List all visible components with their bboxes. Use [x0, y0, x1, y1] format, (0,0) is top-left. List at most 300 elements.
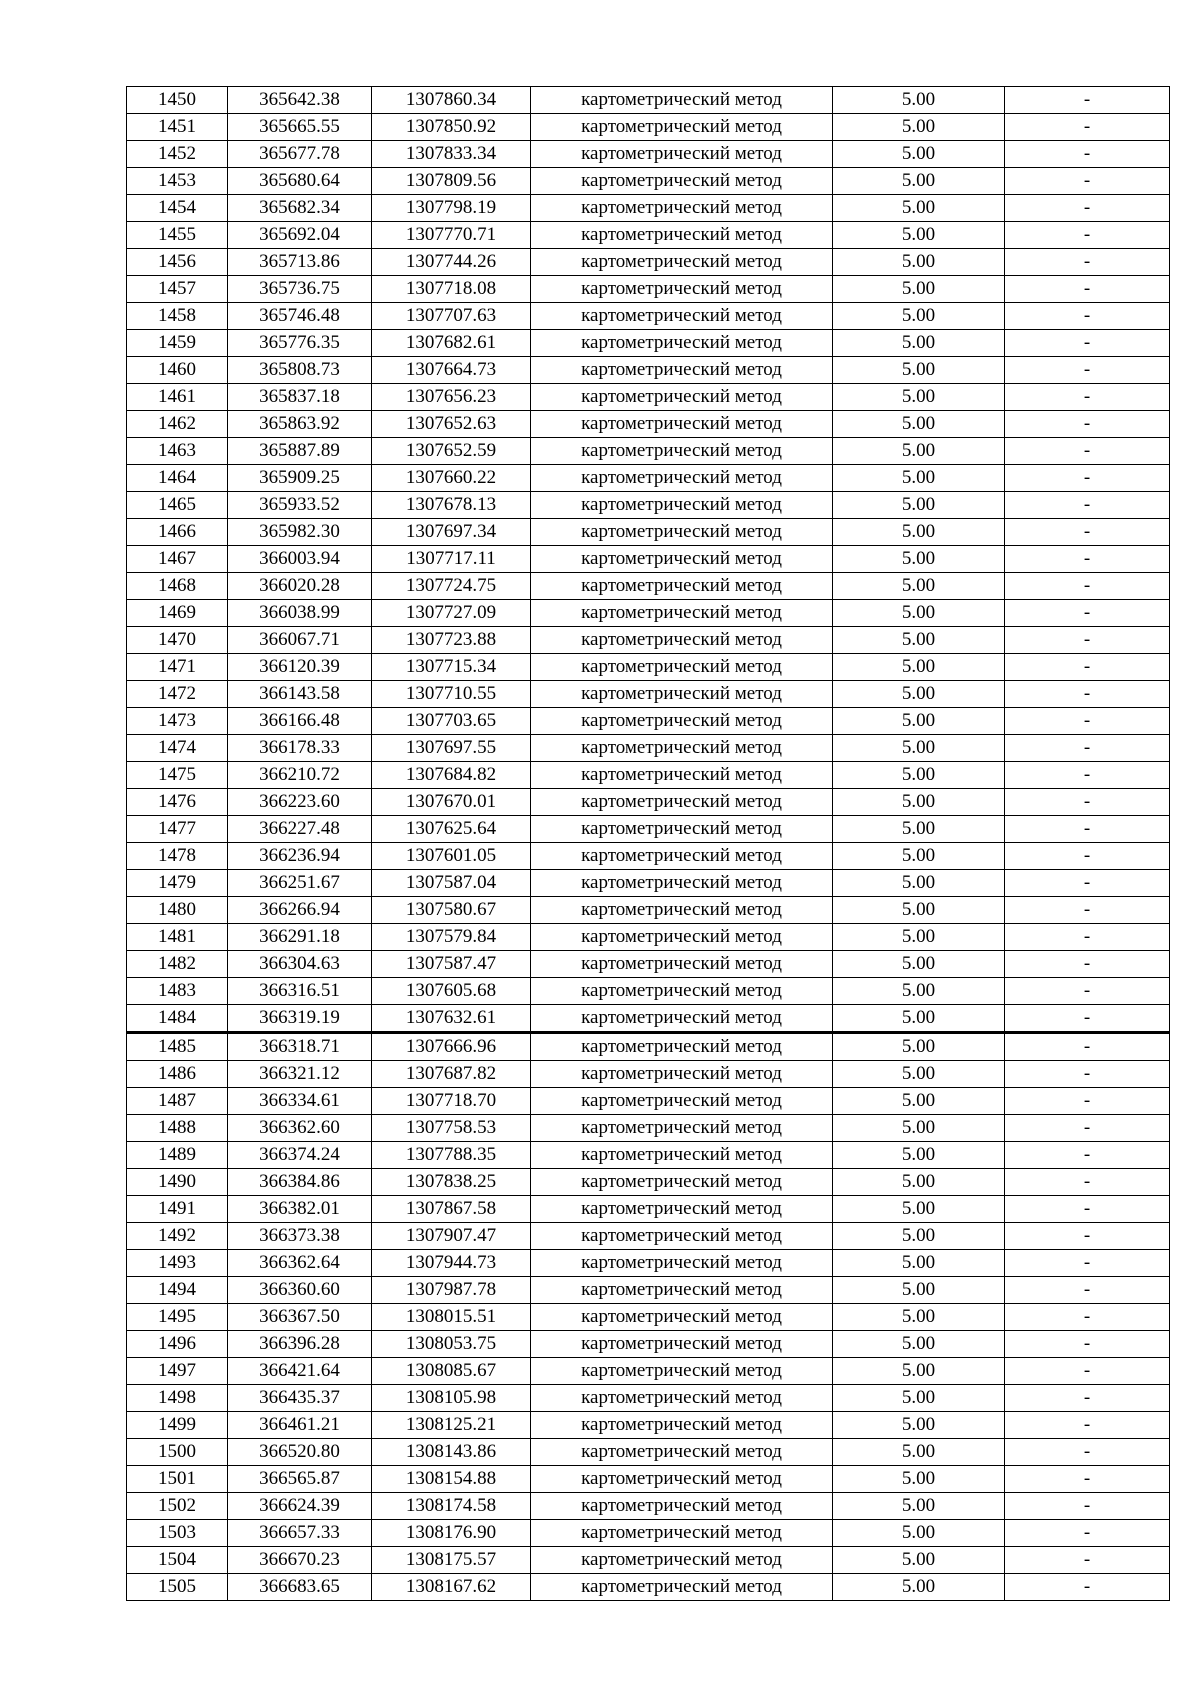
x-coordinate-cell: 366227.48 — [228, 816, 372, 843]
accuracy-cell: 5.00 — [833, 735, 1005, 762]
method-cell: картометрический метод — [531, 438, 833, 465]
method-cell: картометрический метод — [531, 789, 833, 816]
y-coordinate-cell: 1308053.75 — [372, 1331, 531, 1358]
table-row — [127, 1169, 1170, 1196]
y-coordinate-cell: 1308176.90 — [372, 1520, 531, 1547]
x-coordinate-cell: 366321.12 — [228, 1061, 372, 1088]
x-coordinate-cell: 366143.58 — [228, 681, 372, 708]
x-coordinate-cell: 366384.86 — [228, 1169, 372, 1196]
method-cell: картометрический метод — [531, 843, 833, 870]
x-coordinate-cell: 366020.28 — [228, 573, 372, 600]
method-cell: картометрический метод — [531, 465, 833, 492]
x-coordinate-cell: 366360.60 — [228, 1277, 372, 1304]
table-row — [127, 141, 1170, 168]
description-cell: - — [1005, 411, 1170, 438]
y-coordinate-cell: 1307687.82 — [372, 1061, 531, 1088]
method-cell: картометрический метод — [531, 1304, 833, 1331]
table-row — [127, 1196, 1170, 1223]
description-cell: - — [1005, 978, 1170, 1005]
table-row — [127, 762, 1170, 789]
point-number-cell: 1459 — [127, 330, 228, 357]
point-number-cell: 1494 — [127, 1277, 228, 1304]
accuracy-cell: 5.00 — [833, 600, 1005, 627]
method-cell: картометрический метод — [531, 168, 833, 195]
point-number-cell: 1451 — [127, 114, 228, 141]
y-coordinate-cell: 1307660.22 — [372, 465, 531, 492]
accuracy-cell: 5.00 — [833, 1250, 1005, 1277]
point-number-cell: 1474 — [127, 735, 228, 762]
x-coordinate-cell: 366373.38 — [228, 1223, 372, 1250]
point-number-cell: 1476 — [127, 789, 228, 816]
table-row — [127, 276, 1170, 303]
description-cell: - — [1005, 1520, 1170, 1547]
y-coordinate-cell: 1307727.09 — [372, 600, 531, 627]
method-cell: картометрический метод — [531, 87, 833, 114]
point-number-cell: 1470 — [127, 627, 228, 654]
description-cell: - — [1005, 843, 1170, 870]
description-cell: - — [1005, 1196, 1170, 1223]
method-cell: картометрический метод — [531, 1493, 833, 1520]
method-cell: картометрический метод — [531, 708, 833, 735]
description-cell: - — [1005, 951, 1170, 978]
x-coordinate-cell: 366038.99 — [228, 600, 372, 627]
x-coordinate-cell: 365677.78 — [228, 141, 372, 168]
x-coordinate-cell: 366382.01 — [228, 1196, 372, 1223]
description-cell: - — [1005, 1088, 1170, 1115]
x-coordinate-cell: 365692.04 — [228, 222, 372, 249]
y-coordinate-cell: 1307664.73 — [372, 357, 531, 384]
table-row — [127, 1005, 1170, 1033]
table-row — [127, 978, 1170, 1005]
point-number-cell: 1489 — [127, 1142, 228, 1169]
table-row — [127, 546, 1170, 573]
method-cell: картометрический метод — [531, 195, 833, 222]
method-cell: картометрический метод — [531, 681, 833, 708]
x-coordinate-cell: 365808.73 — [228, 357, 372, 384]
table-row — [127, 1304, 1170, 1331]
description-cell: - — [1005, 573, 1170, 600]
y-coordinate-cell: 1307710.55 — [372, 681, 531, 708]
x-coordinate-cell: 366166.48 — [228, 708, 372, 735]
accuracy-cell: 5.00 — [833, 249, 1005, 276]
description-cell: - — [1005, 519, 1170, 546]
point-number-cell: 1466 — [127, 519, 228, 546]
y-coordinate-cell: 1307758.53 — [372, 1115, 531, 1142]
x-coordinate-cell: 366304.63 — [228, 951, 372, 978]
method-cell: картометрический метод — [531, 951, 833, 978]
method-cell: картометрический метод — [531, 1033, 833, 1061]
method-cell: картометрический метод — [531, 1223, 833, 1250]
point-number-cell: 1491 — [127, 1196, 228, 1223]
accuracy-cell: 5.00 — [833, 438, 1005, 465]
description-cell: - — [1005, 87, 1170, 114]
point-number-cell: 1464 — [127, 465, 228, 492]
description-cell: - — [1005, 789, 1170, 816]
point-number-cell: 1473 — [127, 708, 228, 735]
description-cell: - — [1005, 708, 1170, 735]
table-row — [127, 1547, 1170, 1574]
point-number-cell: 1454 — [127, 195, 228, 222]
y-coordinate-cell: 1307670.01 — [372, 789, 531, 816]
y-coordinate-cell: 1307684.82 — [372, 762, 531, 789]
method-cell: картометрический метод — [531, 1385, 833, 1412]
point-number-cell: 1479 — [127, 870, 228, 897]
coordinates-table — [126, 86, 1170, 1601]
y-coordinate-cell: 1307987.78 — [372, 1277, 531, 1304]
description-cell: - — [1005, 1304, 1170, 1331]
description-cell: - — [1005, 681, 1170, 708]
method-cell: картометрический метод — [531, 1358, 833, 1385]
table-row — [127, 1115, 1170, 1142]
x-coordinate-cell: 365933.52 — [228, 492, 372, 519]
accuracy-cell: 5.00 — [833, 1358, 1005, 1385]
point-number-cell: 1480 — [127, 897, 228, 924]
y-coordinate-cell: 1308167.62 — [372, 1574, 531, 1601]
x-coordinate-cell: 366334.61 — [228, 1088, 372, 1115]
x-coordinate-cell: 365713.86 — [228, 249, 372, 276]
method-cell: картометрический метод — [531, 654, 833, 681]
y-coordinate-cell: 1307723.88 — [372, 627, 531, 654]
description-cell: - — [1005, 168, 1170, 195]
table-row — [127, 303, 1170, 330]
point-number-cell: 1460 — [127, 357, 228, 384]
description-cell: - — [1005, 654, 1170, 681]
method-cell: картометрический метод — [531, 330, 833, 357]
point-number-cell: 1477 — [127, 816, 228, 843]
point-number-cell: 1503 — [127, 1520, 228, 1547]
accuracy-cell: 5.00 — [833, 1574, 1005, 1601]
description-cell: - — [1005, 762, 1170, 789]
accuracy-cell: 5.00 — [833, 843, 1005, 870]
table-body — [127, 87, 1170, 1601]
accuracy-cell: 5.00 — [833, 222, 1005, 249]
point-number-cell: 1455 — [127, 222, 228, 249]
point-number-cell: 1472 — [127, 681, 228, 708]
y-coordinate-cell: 1307703.65 — [372, 708, 531, 735]
method-cell: картометрический метод — [531, 573, 833, 600]
table-row — [127, 330, 1170, 357]
y-coordinate-cell: 1307632.61 — [372, 1005, 531, 1033]
description-cell: - — [1005, 1385, 1170, 1412]
x-coordinate-cell: 365837.18 — [228, 384, 372, 411]
point-number-cell: 1450 — [127, 87, 228, 114]
method-cell: картометрический метод — [531, 1169, 833, 1196]
y-coordinate-cell: 1307697.34 — [372, 519, 531, 546]
method-cell: картометрический метод — [531, 276, 833, 303]
point-number-cell: 1485 — [127, 1033, 228, 1061]
accuracy-cell: 5.00 — [833, 1466, 1005, 1493]
method-cell: картометрический метод — [531, 546, 833, 573]
accuracy-cell: 5.00 — [833, 1088, 1005, 1115]
description-cell: - — [1005, 330, 1170, 357]
x-coordinate-cell: 366266.94 — [228, 897, 372, 924]
method-cell: картометрический метод — [531, 1520, 833, 1547]
y-coordinate-cell: 1307717.11 — [372, 546, 531, 573]
table-row — [127, 384, 1170, 411]
x-coordinate-cell: 365736.75 — [228, 276, 372, 303]
description-cell: - — [1005, 276, 1170, 303]
accuracy-cell: 5.00 — [833, 681, 1005, 708]
accuracy-cell: 5.00 — [833, 1061, 1005, 1088]
table-row — [127, 465, 1170, 492]
description-cell: - — [1005, 1412, 1170, 1439]
x-coordinate-cell: 366291.18 — [228, 924, 372, 951]
method-cell: картометрический метод — [531, 249, 833, 276]
x-coordinate-cell: 366223.60 — [228, 789, 372, 816]
x-coordinate-cell: 366657.33 — [228, 1520, 372, 1547]
table-row — [127, 195, 1170, 222]
accuracy-cell: 5.00 — [833, 1493, 1005, 1520]
point-number-cell: 1468 — [127, 573, 228, 600]
description-cell: - — [1005, 1277, 1170, 1304]
y-coordinate-cell: 1308174.58 — [372, 1493, 531, 1520]
accuracy-cell: 5.00 — [833, 195, 1005, 222]
y-coordinate-cell: 1307907.47 — [372, 1223, 531, 1250]
x-coordinate-cell: 366396.28 — [228, 1331, 372, 1358]
table-row — [127, 357, 1170, 384]
method-cell: картометрический метод — [531, 1250, 833, 1277]
description-cell: - — [1005, 1005, 1170, 1033]
table-row — [127, 411, 1170, 438]
description-cell: - — [1005, 492, 1170, 519]
accuracy-cell: 5.00 — [833, 924, 1005, 951]
table-row — [127, 114, 1170, 141]
table-row — [127, 519, 1170, 546]
method-cell: картометрический метод — [531, 303, 833, 330]
description-cell: - — [1005, 1223, 1170, 1250]
table-row — [127, 627, 1170, 654]
accuracy-cell: 5.00 — [833, 1196, 1005, 1223]
x-coordinate-cell: 365665.55 — [228, 114, 372, 141]
y-coordinate-cell: 1308125.21 — [372, 1412, 531, 1439]
point-number-cell: 1495 — [127, 1304, 228, 1331]
table-row — [127, 924, 1170, 951]
y-coordinate-cell: 1307838.25 — [372, 1169, 531, 1196]
accuracy-cell: 5.00 — [833, 411, 1005, 438]
method-cell: картометрический метод — [531, 1061, 833, 1088]
description-cell: - — [1005, 600, 1170, 627]
description-cell: - — [1005, 438, 1170, 465]
accuracy-cell: 5.00 — [833, 1439, 1005, 1466]
description-cell: - — [1005, 249, 1170, 276]
y-coordinate-cell: 1307724.75 — [372, 573, 531, 600]
method-cell: картометрический метод — [531, 816, 833, 843]
y-coordinate-cell: 1307718.08 — [372, 276, 531, 303]
point-number-cell: 1482 — [127, 951, 228, 978]
table-row — [127, 1493, 1170, 1520]
table-row — [127, 168, 1170, 195]
accuracy-cell: 5.00 — [833, 1277, 1005, 1304]
point-number-cell: 1497 — [127, 1358, 228, 1385]
x-coordinate-cell: 366120.39 — [228, 654, 372, 681]
accuracy-cell: 5.00 — [833, 654, 1005, 681]
method-cell: картометрический метод — [531, 1277, 833, 1304]
y-coordinate-cell: 1307625.64 — [372, 816, 531, 843]
accuracy-cell: 5.00 — [833, 1223, 1005, 1250]
table-row — [127, 1088, 1170, 1115]
x-coordinate-cell: 365680.64 — [228, 168, 372, 195]
point-number-cell: 1492 — [127, 1223, 228, 1250]
table-row — [127, 1574, 1170, 1601]
table-row — [127, 789, 1170, 816]
point-number-cell: 1465 — [127, 492, 228, 519]
y-coordinate-cell: 1307652.63 — [372, 411, 531, 438]
table-row — [127, 1061, 1170, 1088]
point-number-cell: 1484 — [127, 1005, 228, 1033]
accuracy-cell: 5.00 — [833, 330, 1005, 357]
x-coordinate-cell: 366236.94 — [228, 843, 372, 870]
point-number-cell: 1471 — [127, 654, 228, 681]
table-row — [127, 249, 1170, 276]
method-cell: картометрический метод — [531, 600, 833, 627]
table-row — [127, 1466, 1170, 1493]
description-cell: - — [1005, 870, 1170, 897]
point-number-cell: 1467 — [127, 546, 228, 573]
table-row — [127, 438, 1170, 465]
table-row — [127, 897, 1170, 924]
table-row — [127, 951, 1170, 978]
table-row — [127, 222, 1170, 249]
description-cell: - — [1005, 816, 1170, 843]
method-cell: картометрический метод — [531, 1439, 833, 1466]
accuracy-cell: 5.00 — [833, 276, 1005, 303]
table-row — [127, 816, 1170, 843]
description-cell: - — [1005, 222, 1170, 249]
y-coordinate-cell: 1307652.59 — [372, 438, 531, 465]
method-cell: картометрический метод — [531, 1005, 833, 1033]
y-coordinate-cell: 1308085.67 — [372, 1358, 531, 1385]
method-cell: картометрический метод — [531, 492, 833, 519]
table-row — [127, 1277, 1170, 1304]
y-coordinate-cell: 1307850.92 — [372, 114, 531, 141]
y-coordinate-cell: 1307580.67 — [372, 897, 531, 924]
description-cell: - — [1005, 735, 1170, 762]
method-cell: картометрический метод — [531, 384, 833, 411]
point-number-cell: 1481 — [127, 924, 228, 951]
method-cell: картометрический метод — [531, 114, 833, 141]
method-cell: картометрический метод — [531, 978, 833, 1005]
description-cell: - — [1005, 546, 1170, 573]
accuracy-cell: 5.00 — [833, 168, 1005, 195]
description-cell: - — [1005, 1574, 1170, 1601]
x-coordinate-cell: 366461.21 — [228, 1412, 372, 1439]
y-coordinate-cell: 1307833.34 — [372, 141, 531, 168]
method-cell: картометрический метод — [531, 735, 833, 762]
x-coordinate-cell: 366670.23 — [228, 1547, 372, 1574]
table-row — [127, 600, 1170, 627]
table-row — [127, 1385, 1170, 1412]
description-cell: - — [1005, 1493, 1170, 1520]
description-cell: - — [1005, 1250, 1170, 1277]
point-number-cell: 1498 — [127, 1385, 228, 1412]
method-cell: картометрический метод — [531, 1115, 833, 1142]
x-coordinate-cell: 366251.67 — [228, 870, 372, 897]
accuracy-cell: 5.00 — [833, 1520, 1005, 1547]
accuracy-cell: 5.00 — [833, 546, 1005, 573]
method-cell: картометрический метод — [531, 519, 833, 546]
point-number-cell: 1462 — [127, 411, 228, 438]
table-row — [127, 1142, 1170, 1169]
table-row — [127, 1331, 1170, 1358]
point-number-cell: 1457 — [127, 276, 228, 303]
x-coordinate-cell: 365863.92 — [228, 411, 372, 438]
point-number-cell: 1461 — [127, 384, 228, 411]
y-coordinate-cell: 1307770.71 — [372, 222, 531, 249]
method-cell: картометрический метод — [531, 141, 833, 168]
x-coordinate-cell: 366435.37 — [228, 1385, 372, 1412]
accuracy-cell: 5.00 — [833, 114, 1005, 141]
y-coordinate-cell: 1307666.96 — [372, 1033, 531, 1061]
method-cell: картометрический метод — [531, 762, 833, 789]
point-number-cell: 1499 — [127, 1412, 228, 1439]
point-number-cell: 1488 — [127, 1115, 228, 1142]
table-row — [127, 870, 1170, 897]
y-coordinate-cell: 1307601.05 — [372, 843, 531, 870]
method-cell: картометрический метод — [531, 924, 833, 951]
y-coordinate-cell: 1307788.35 — [372, 1142, 531, 1169]
table-row — [127, 708, 1170, 735]
x-coordinate-cell: 366683.65 — [228, 1574, 372, 1601]
description-cell: - — [1005, 141, 1170, 168]
accuracy-cell: 5.00 — [833, 141, 1005, 168]
accuracy-cell: 5.00 — [833, 816, 1005, 843]
y-coordinate-cell: 1308175.57 — [372, 1547, 531, 1574]
accuracy-cell: 5.00 — [833, 465, 1005, 492]
accuracy-cell: 5.00 — [833, 978, 1005, 1005]
accuracy-cell: 5.00 — [833, 87, 1005, 114]
accuracy-cell: 5.00 — [833, 384, 1005, 411]
description-cell: - — [1005, 465, 1170, 492]
description-cell: - — [1005, 1331, 1170, 1358]
point-number-cell: 1501 — [127, 1466, 228, 1493]
point-number-cell: 1475 — [127, 762, 228, 789]
accuracy-cell: 5.00 — [833, 1115, 1005, 1142]
x-coordinate-cell: 366318.71 — [228, 1033, 372, 1061]
x-coordinate-cell: 366565.87 — [228, 1466, 372, 1493]
y-coordinate-cell: 1307678.13 — [372, 492, 531, 519]
accuracy-cell: 5.00 — [833, 1331, 1005, 1358]
x-coordinate-cell: 366624.39 — [228, 1493, 372, 1520]
table-row — [127, 87, 1170, 114]
accuracy-cell: 5.00 — [833, 1033, 1005, 1061]
description-cell: - — [1005, 627, 1170, 654]
y-coordinate-cell: 1307682.61 — [372, 330, 531, 357]
description-cell: - — [1005, 114, 1170, 141]
accuracy-cell: 5.00 — [833, 1142, 1005, 1169]
point-number-cell: 1463 — [127, 438, 228, 465]
description-cell: - — [1005, 1061, 1170, 1088]
x-coordinate-cell: 365982.30 — [228, 519, 372, 546]
x-coordinate-cell: 366003.94 — [228, 546, 372, 573]
description-cell: - — [1005, 1142, 1170, 1169]
y-coordinate-cell: 1307656.23 — [372, 384, 531, 411]
accuracy-cell: 5.00 — [833, 519, 1005, 546]
x-coordinate-cell: 365909.25 — [228, 465, 372, 492]
x-coordinate-cell: 365682.34 — [228, 195, 372, 222]
x-coordinate-cell: 366362.64 — [228, 1250, 372, 1277]
y-coordinate-cell: 1307944.73 — [372, 1250, 531, 1277]
x-coordinate-cell: 366178.33 — [228, 735, 372, 762]
x-coordinate-cell: 366067.71 — [228, 627, 372, 654]
table-row — [127, 1358, 1170, 1385]
table-row — [127, 492, 1170, 519]
x-coordinate-cell: 366316.51 — [228, 978, 372, 1005]
method-cell: картометрический метод — [531, 1574, 833, 1601]
x-coordinate-cell: 366421.64 — [228, 1358, 372, 1385]
y-coordinate-cell: 1308154.88 — [372, 1466, 531, 1493]
y-coordinate-cell: 1307809.56 — [372, 168, 531, 195]
method-cell: картометрический метод — [531, 897, 833, 924]
